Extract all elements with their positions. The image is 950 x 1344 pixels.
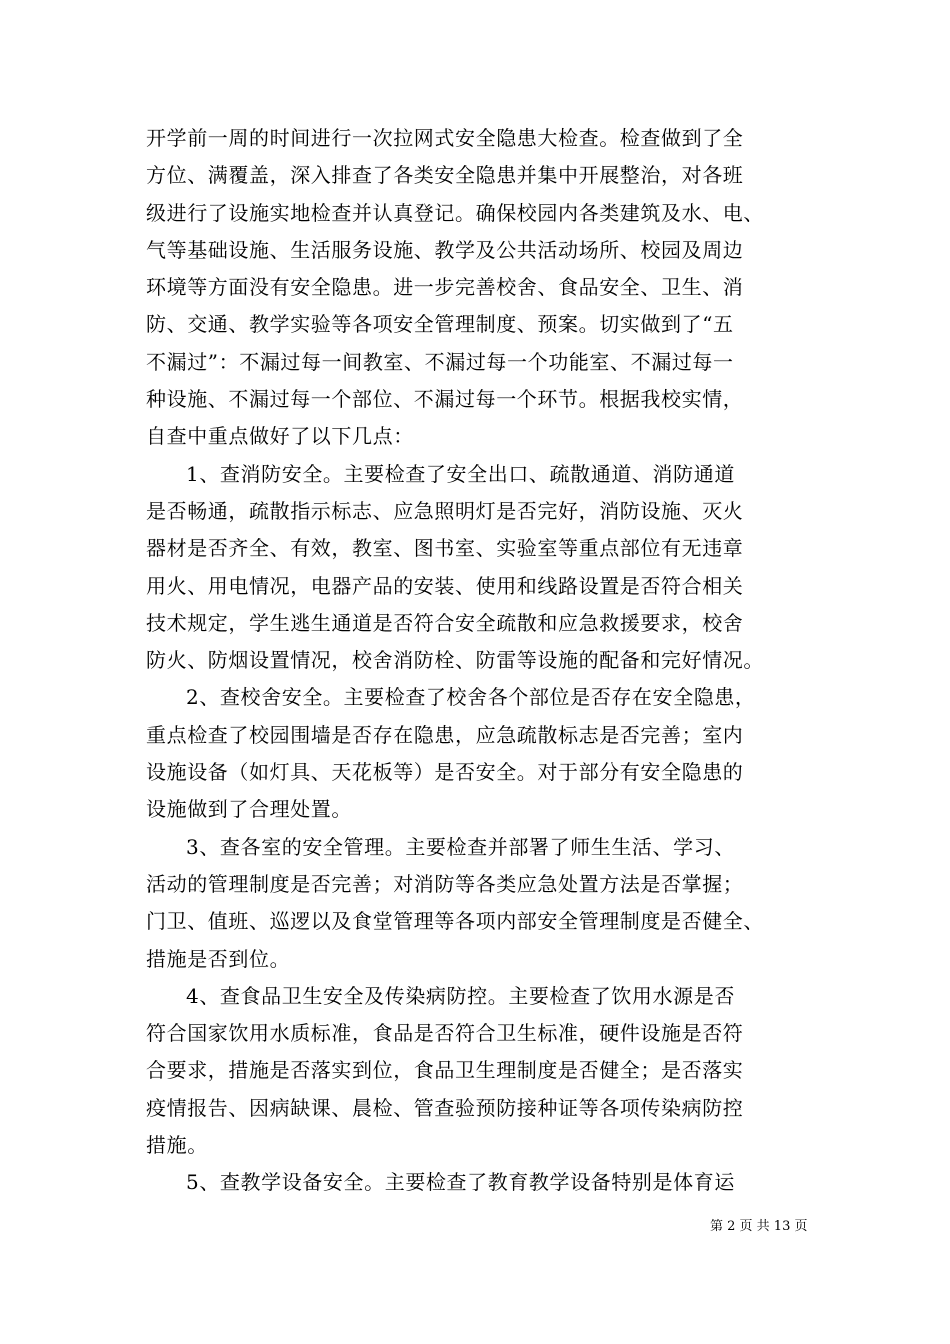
text-line: 设施设备（如灯具、天花板等）是否安全。对于部分有安全隐患的 [146,760,744,785]
text-line: 4、查食品卫生安全及传染病防控。主要检查了饮用水源是否 [186,983,735,1008]
text-line: 不漏过”：不漏过每一间教室、不漏过每一个功能室、不漏过每一 [146,349,734,374]
text-line: 器材是否齐全、有效，教室、图书室、实验室等重点部位有无违章 [146,536,744,561]
text-line: 疫情报告、因病缺课、晨检、管查验预防接种证等各项传染病防控 [146,1095,744,1120]
text-line: 气等基础设施、生活服务设施、教学及公共活动场所、校园及周边 [146,237,744,262]
page-number: 第 2 页 共 13 页 [710,1219,808,1234]
text-line: 环境等方面没有安全隐患。进一步完善校舍、食品安全、卫生、消 [146,275,744,300]
text-line: 是否畅通，疏散指示标志、应急照明灯是否完好，消防设施、灭火 [146,498,744,523]
text-line: 技术规定，学生逃生通道是否符合安全疏散和应急救援要求，校舍 [146,610,744,635]
text-line: 5、查教学设备安全。主要检查了教育教学设备特别是体育运 [186,1170,735,1195]
text-line: 防火、防烟设置情况，校舍消防栓、防雷等设施的配备和完好情况。 [146,648,764,673]
text-line: 符合国家饮用水质标准，食品是否符合卫生标准，硬件设施是否符 [146,1021,744,1046]
text-line: 种设施、不漏过每一个部位、不漏过每一个环节。根据我校实情， [146,387,744,412]
text-line: 2、查校舍安全。主要检查了校舍各个部位是否存在安全隐患， [186,685,756,710]
text-line: 活动的管理制度是否完善；对消防等各类应急处置方法是否掌握； [146,871,744,896]
text-line: 设施做到了合理处置。 [146,797,352,822]
text-line: 措施是否到位。 [146,946,291,971]
document-body [146,120,821,1202]
text-line: 开学前一周的时间进行一次拉网式安全隐患大检查。检查做到了全 [146,126,744,150]
text-line: 级进行了设施实地检查并认真登记。确保校园内各类建筑及水、电、 [146,200,764,225]
text-line: 用火、用电情况，电器产品的安装、使用和线路设置是否符合相关 [146,573,744,598]
text-line: 自查中重点做好了以下几点： [146,424,414,449]
text-line: 防、交通、教学实验等各项安全管理制度、预案。切实做到了“五 [146,312,734,337]
text-line: 合要求，措施是否落实到位，食品卫生理制度是否健全；是否落实 [146,1058,744,1083]
text-line: 方位、满覆盖，深入排查了各类安全隐患并集中开展整治，对各班 [146,163,744,188]
text-line: 1、查消防安全。主要检查了安全出口、疏散通道、消防通道 [186,461,735,486]
text-line: 3、查各室的安全管理。主要检查并部署了师生生活、学习、 [186,834,735,859]
text-line: 门卫、值班、巡逻以及食堂管理等各项内部安全管理制度是否健全、 [146,909,764,934]
text-line: 重点检查了校园围墙是否存在隐患，应急疏散标志是否完善；室内 [146,722,744,747]
text-line: 措施。 [146,1133,208,1158]
